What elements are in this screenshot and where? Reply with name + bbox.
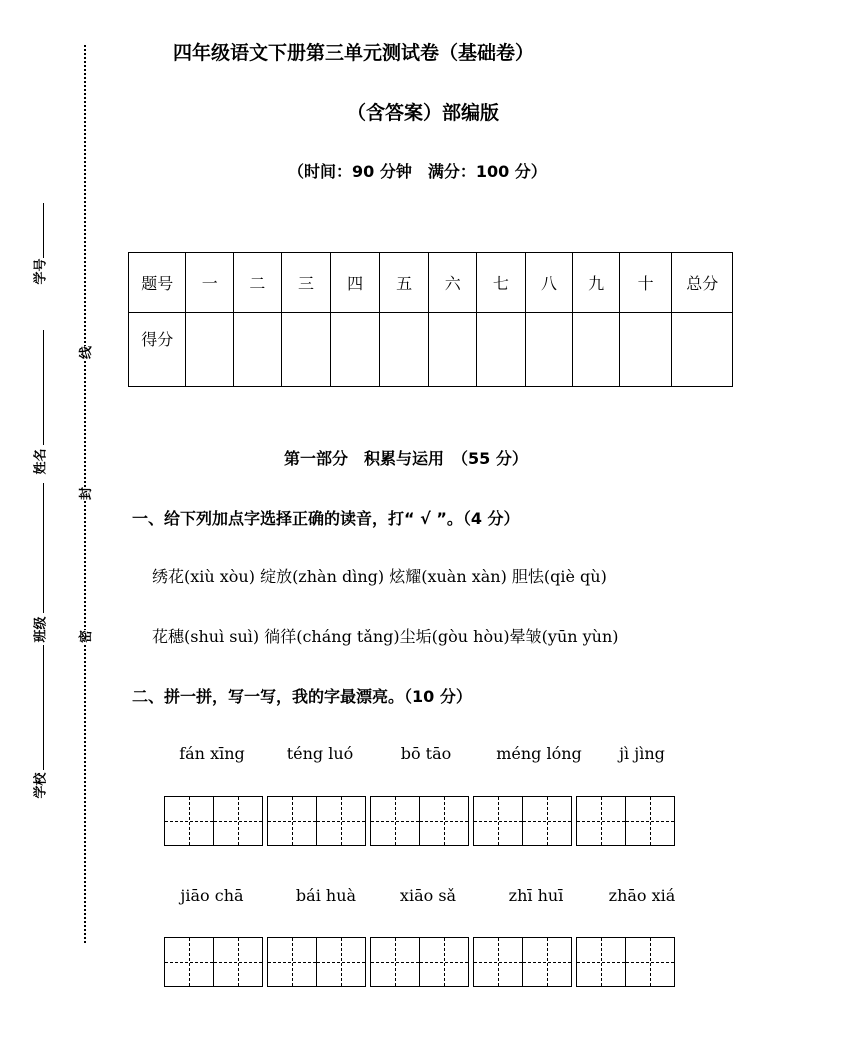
score-cell[interactable] [619,313,672,387]
writing-box[interactable] [370,937,469,987]
header-cell: 二 [234,253,282,313]
writing-box[interactable] [164,937,263,987]
score-cell[interactable] [379,313,429,387]
q2-title: 二、拼一拼，写一写，我的字最漂亮。（10 分） [132,687,472,706]
score-cell[interactable] [186,313,234,387]
seal-mark-secret: 密 [75,630,94,643]
pinyin-label: méng lóng [496,744,582,763]
pinyin-label: bái huà [295,886,357,905]
part1-title: 第一部分 积累与运用 （55 分） [284,449,528,468]
header-cell: 七 [477,253,526,313]
class-line [43,483,44,613]
class-label: 班级 [33,616,49,643]
student-id-label: 学号 [33,258,49,285]
writing-box[interactable] [370,796,469,846]
pinyin-label: zhāo xiá [608,886,676,905]
writing-box[interactable] [473,937,572,987]
student-id-line [43,203,44,258]
seal-mark-seal: 封 [75,487,94,500]
score-table [128,252,733,387]
header-cell: 六 [429,253,477,313]
header-cell: 五 [379,253,429,313]
score-table-score-row [129,313,733,387]
name-line [43,330,44,445]
pinyin-label: bō tāo [400,744,452,763]
header-cell: 总分 [672,253,733,313]
pinyin-label: téng luó [286,744,354,763]
writing-grid-row2 [164,937,675,987]
page-subtitle: （含答案）部编版 [347,102,500,124]
score-cell[interactable] [477,313,526,387]
writing-box[interactable] [267,937,366,987]
school-line [43,645,44,770]
writing-box[interactable] [576,937,675,987]
writing-grid-row1 [164,796,675,846]
seal-mark-line: 线 [75,346,94,359]
header-cell: 九 [573,253,620,313]
pinyin-label: jì jìng [619,744,665,763]
q1-line2: 花穗(shuì suì) 徜徉(cháng tǎng)尘垢(gòu hòu)晕皱(yūn yùn) [152,627,619,646]
pinyin-label: fán xīng [179,744,245,763]
score-cell[interactable] [429,313,477,387]
header-cell: 三 [281,253,331,313]
name-label: 姓名 [33,448,49,475]
header-cell: 题号 [129,253,186,313]
q1-line1: 绣花(xiù xòu) 绽放(zhàn dìng) 炫耀(xuàn xàn) 胆怯(qiè qù) [152,567,607,586]
q1-title: 一、给下列加点字选择正确的读音，打“ √ ”。（4 分） [132,509,520,528]
page-title: 四年级语文下册第三单元测试卷（基础卷） [173,42,535,64]
exam-info: （时间：90 分钟 满分：100 分） [288,162,547,181]
pinyin-label: jiāo chā [180,886,244,905]
writing-box[interactable] [267,796,366,846]
pinyin-label: zhī huī [508,886,564,905]
score-cell[interactable] [525,313,573,387]
score-cell[interactable] [331,313,380,387]
header-cell: 十 [619,253,672,313]
school-label: 学校 [33,772,49,799]
header-cell: 八 [525,253,573,313]
writing-box[interactable] [473,796,572,846]
header-cell: 一 [186,253,234,313]
score-cell[interactable] [672,313,733,387]
header-cell: 四 [331,253,380,313]
score-cell[interactable] [573,313,620,387]
score-cell[interactable] [234,313,282,387]
score-table-header-row [129,253,733,313]
writing-box[interactable] [576,796,675,846]
row-label-cell: 得分 [129,313,186,387]
score-cell[interactable] [281,313,331,387]
pinyin-label: xiāo sǎ [399,886,457,905]
writing-box[interactable] [164,796,263,846]
